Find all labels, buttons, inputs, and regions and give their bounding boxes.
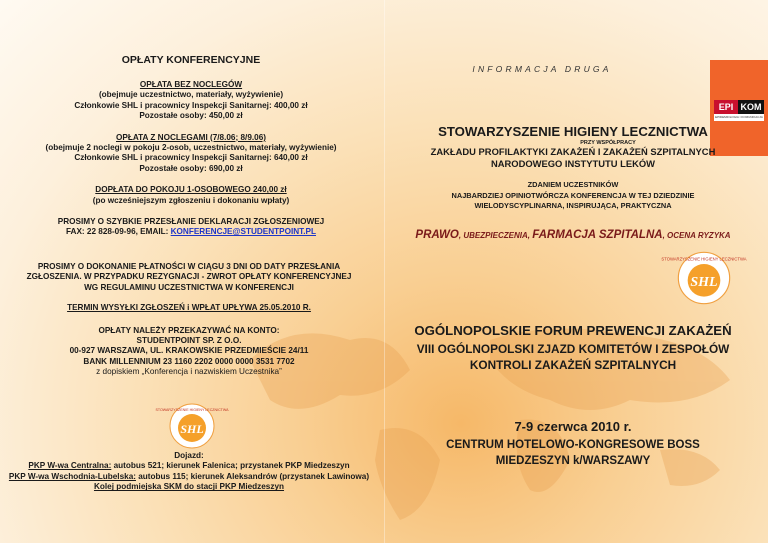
shl-logo xyxy=(661,250,747,306)
fee-accommodation-heading: OPŁATA Z NOCLEGAMI (7/8.06; 8/9.06) xyxy=(116,132,266,142)
account-note: z dopiskiem „Konferencja i nazwiskiem Uczestnika” xyxy=(96,367,282,377)
fee-text-line: Pozostałe osoby: 450,00 zł xyxy=(139,111,243,121)
shl-logo-ring: STOWARZYSZENIE HIGIENY LECZNICTWA xyxy=(155,408,229,412)
payment-line: PROSIMY O DOKONANIE PŁATNOŚCI W CIĄGU 3 DNI OD DATY PRZESŁANIA xyxy=(37,262,341,271)
opinion-line: WIELODYSCYPLINARNA, INSPIRUJĄCA, PRAKTYCZNA xyxy=(474,201,672,210)
payment-block xyxy=(8,262,370,378)
forum-subtitle-line: VIII OGÓLNOPOLSKI ZJAZD KOMITETÓW I ZESPOŁÓW xyxy=(416,342,730,356)
institute-line: ZAKŁADU PROFILAKTYKI ZAKAŻEŃ I ZAKAŻEŃ SZPITALNYCH xyxy=(430,146,716,157)
travel-line: PKP W-wa Centralna: autobus 521; kierunek Falenica; przystanek PKP Miedzeszyn xyxy=(28,461,350,471)
forum-subtitle-line: KONTROLI ZAKAŻEŃ SZPITALNYCH xyxy=(469,358,677,372)
fee-no-accommodation-heading: OPŁATA BEZ NOCLEGÓW xyxy=(139,80,243,89)
fee-text-line: Pozostałe osoby: 690,00 zł xyxy=(139,163,243,173)
epikom-logo xyxy=(714,100,764,122)
venue-line: MIEDZESZYN k/WARSZAWY xyxy=(495,455,651,467)
event-block xyxy=(400,418,746,469)
institute-line: NARODOWEGO INSTYTUTU LEKÓW xyxy=(490,158,656,169)
shl-logo-text: SHL xyxy=(180,422,204,436)
info-label: INFORMACJA DRUGA xyxy=(472,64,612,74)
single-room-note: (po wcześniejszym zgłoszeniu i dokonaniu wpłaty) xyxy=(92,195,290,205)
fee-text-line: (obejmuje 2 noclegi w pokoju 2-osob, uczestnictwo, materiały, wyżywienie) xyxy=(45,143,337,153)
opinion-line: ZDANIEM UCZESTNIKÓW xyxy=(527,180,619,189)
fees-title: OPŁATY KONFERENCYJNE xyxy=(121,54,261,66)
contact-line xyxy=(30,227,352,237)
topic: UBEZPIECZENIA xyxy=(463,230,528,240)
fee-text-line: (obejmuje uczestnictwo, materiały, wyżywienie) xyxy=(98,90,284,100)
account-line: OPŁATY NALEŻY PRZEKAZYWAĆ NA KONTO: xyxy=(98,325,280,335)
email-link[interactable]: KONFERENCJE@STUDENTPOINT.PL xyxy=(170,227,317,237)
declaration-text: PROSIMY O SZYBKIE PRZESŁANIE DEKLARACJI ZGŁOSZENIOWEJ xyxy=(57,217,325,227)
opinion-line: NAJBARDZIEJ OPINIOTWÓRCZA KONFERENCJA W TEJ DZIEDZINIE xyxy=(451,190,695,200)
account-line: BANK MILLENNIUM 23 1160 2202 0000 0000 3531 7702 xyxy=(83,356,295,366)
deadline-text: TERMIN WYSYŁKI ZGŁOSZEŃ i WPŁAT UPŁYWA 25.05.2010 R. xyxy=(67,303,311,313)
fee-text-line: Członkowie SHL i pracownicy Inspekcji Sanitarnej: 400,00 zł xyxy=(74,100,308,110)
epikom-sub: EPIDEMIOLOGIA I KOMUNIKACJA xyxy=(715,115,763,119)
topic: OCENA RYZYKA xyxy=(667,230,731,240)
payment-line: ZGŁOSZENIA. W PRZYPADKU REZYGNACJI - ZWROT OPŁATY KONFERENCYJNEJ xyxy=(26,272,352,282)
shl-logo-text: SHL xyxy=(690,275,718,291)
single-room-heading: DOPŁATA DO POKOJU 1-OSOBOWEGO 240,00 zł xyxy=(95,185,287,195)
topic: FARMACJA SZPITALNA xyxy=(532,228,663,241)
forum-block xyxy=(400,322,746,373)
shl-logo-ring: STOWARZYSZENIE HIGIENY LECZNICTWA xyxy=(661,256,747,262)
contact-prefix: FAX: 22 828-09-96, EMAIL: xyxy=(65,227,171,237)
info-label-wrap xyxy=(412,64,672,74)
venue-line: CENTRUM HOTELOWO-KONGRESOWE BOSS xyxy=(446,439,700,451)
travel-block xyxy=(8,451,370,493)
left-panel xyxy=(30,54,352,238)
society-name: STOWARZYSZENIE HIGIENY LECZNICTWA xyxy=(438,124,708,139)
right-panel xyxy=(400,124,746,243)
travel-line: Kolej podmiejska SKM do stacji PKP Miedzeszyn xyxy=(93,482,285,492)
epikom-black: KOM xyxy=(738,100,764,114)
cooperation-label: PRZY WSPÓŁPRACY xyxy=(580,140,636,146)
event-date: 7-9 czerwca 2010 r. xyxy=(514,419,632,434)
payment-line: WG REGULAMINU UCZESTNICTWA W KONFERENCJI xyxy=(84,282,294,292)
topic: PRAWO xyxy=(415,228,459,241)
forum-title: OGÓLNOPOLSKIE FORUM PREWENCJI ZAKAŻEŃ xyxy=(414,323,732,338)
account-line: 00-927 WARSZAWA, UL. KRAKOWSKIE PRZEDMIEŚCIE 24/11 xyxy=(69,346,309,356)
topics-line: PRAWO, UBEZPIECZENIA, FARMACJA SZPITALNA, OCENA RYZYKA xyxy=(415,228,731,241)
fold-line xyxy=(384,0,385,543)
shl-logo xyxy=(155,402,229,450)
travel-heading: Dojazd: xyxy=(174,451,204,460)
travel-line: PKP W-wa Wschodnia-Lubelska: autobus 115; kierunek Aleksandrów (przystanek Lawinowa) xyxy=(8,471,370,481)
account-line: STUDENTPOINT SP. Z O.O. xyxy=(136,336,242,346)
fee-text-line: Członkowie SHL i pracownicy Inspekcji Sanitarnej: 640,00 zł xyxy=(74,153,308,163)
epikom-red: EPI xyxy=(714,100,738,114)
